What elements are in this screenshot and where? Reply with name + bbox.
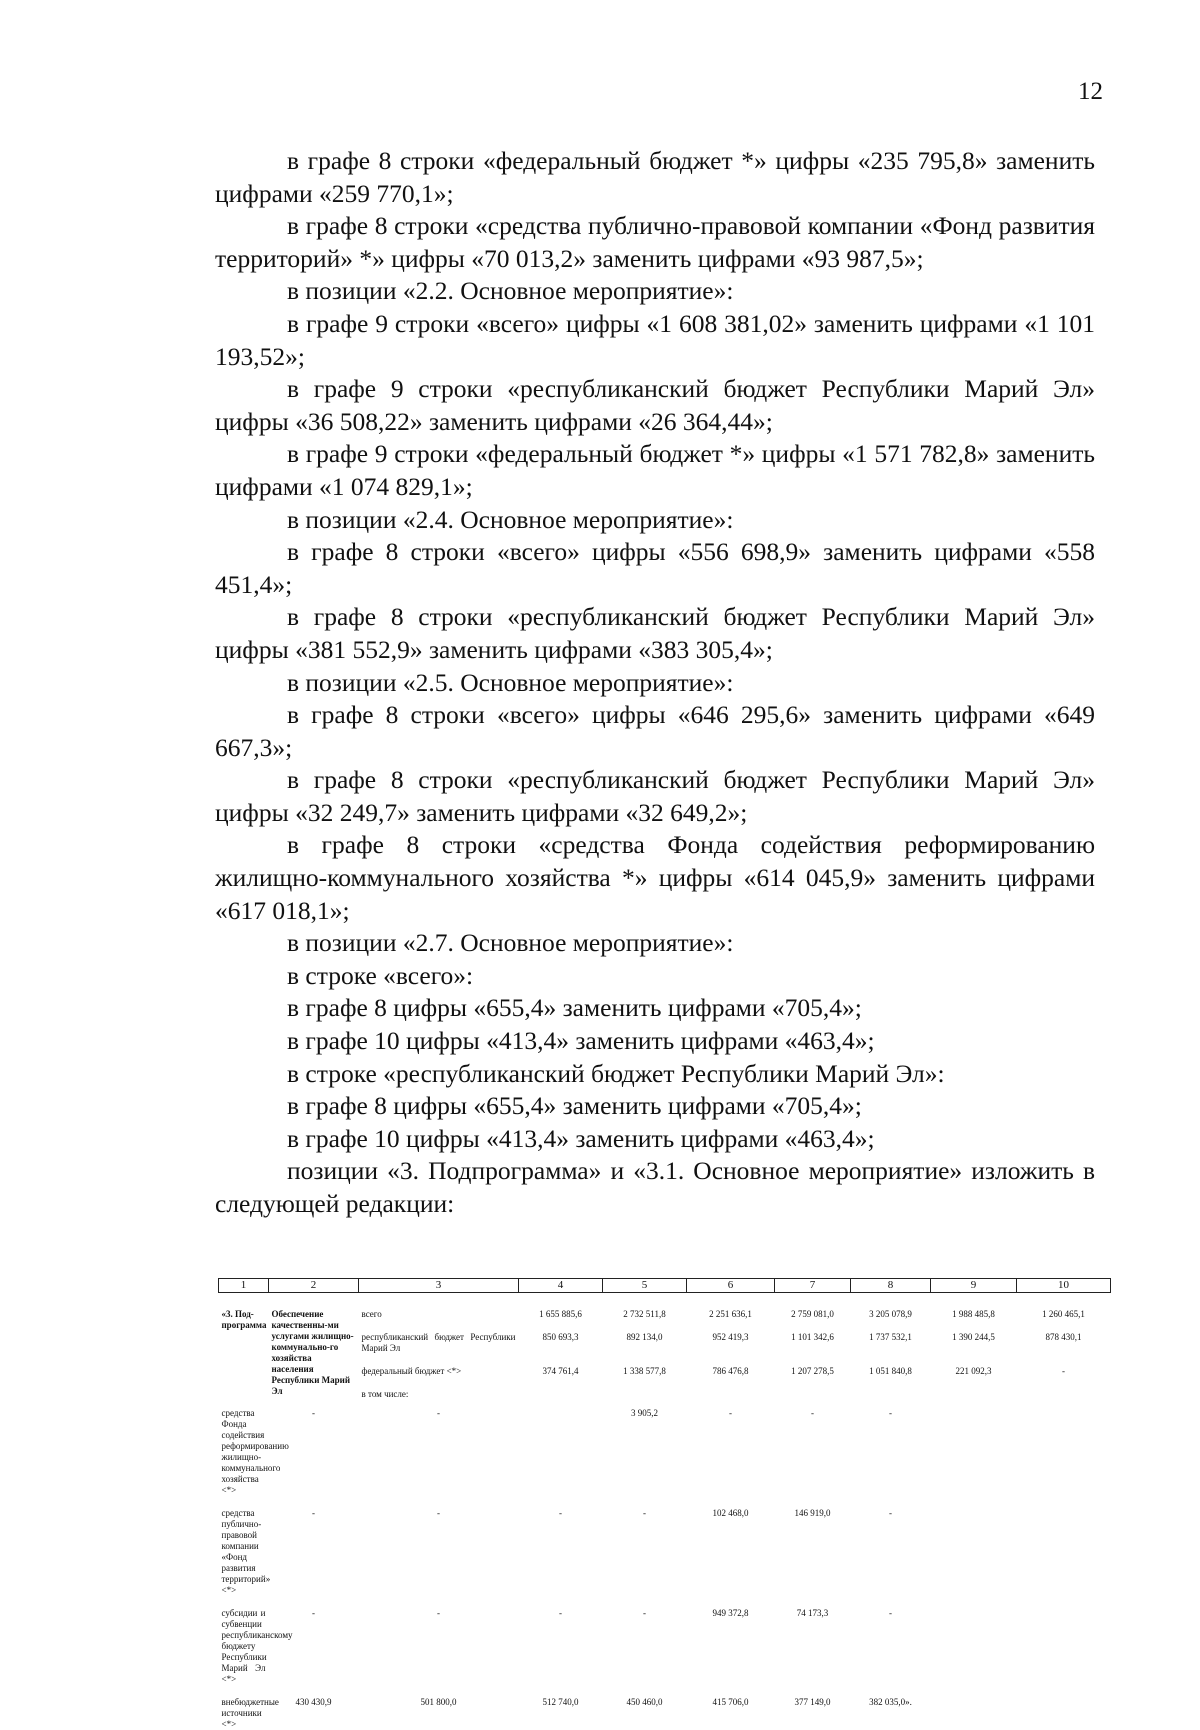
funding-source-cell: республиканский бюджет Республики Марий Эл xyxy=(361,1332,516,1353)
value-cell: - xyxy=(643,1508,646,1518)
paragraph: в графе 9 строки «республиканский бюджет Республики Марий Эл» цифры «36 508,22» заменить цифрами «26 364,44»; xyxy=(215,374,1095,436)
paragraph: в графе 8 строки «федеральный бюджет *» цифры «235 795,8» заменить цифрами «259 770,1»; xyxy=(215,146,1095,208)
paragraph: в строке «республиканский бюджет Республики Марий Эл»: xyxy=(287,1058,945,1088)
paragraph: в графе 8 строки «всего» цифры «646 295,6» заменить цифрами «649 667,3»; xyxy=(215,700,1095,762)
value-cell: 1 338 577,8 xyxy=(623,1366,666,1376)
value-cell xyxy=(687,1387,775,1400)
value-cell: - xyxy=(559,1608,562,1618)
value-cell: 892 134,0 xyxy=(626,1332,663,1342)
value-cell: 1 390 244,5 xyxy=(952,1332,995,1342)
paragraph: в графе 9 строки «федеральный бюджет *» цифры «1 571 782,8» заменить цифрами «1 074 829,1»; xyxy=(215,439,1095,501)
value-cell: 2 251 636,1 xyxy=(709,1309,752,1319)
value-cell: 850 693,3 xyxy=(542,1332,579,1342)
column-header: 1 xyxy=(219,1279,269,1293)
value-cell: 3 205 078,9 xyxy=(869,1309,912,1319)
value-cell: 1 051 840,8 xyxy=(869,1366,912,1376)
value-cell: - xyxy=(437,1408,440,1418)
value-cell: - xyxy=(312,1508,315,1518)
funding-source-cell: всего xyxy=(361,1309,382,1319)
column-header: 7 xyxy=(775,1279,851,1293)
value-cell: 1 207 278,5 xyxy=(791,1366,834,1376)
value-cell: 415 706,0 xyxy=(712,1697,749,1707)
paragraph: в графе 8 строки «республиканский бюджет Республики Марий Эл» цифры «381 552,9» заменить цифрами «383 305,4»; xyxy=(215,602,1095,664)
value-cell: 1 737 532,1 xyxy=(869,1332,912,1342)
value-cell: 501 800,0 xyxy=(420,1697,457,1707)
column-header: 5 xyxy=(603,1279,687,1293)
value-cell xyxy=(1017,1387,1111,1400)
row-gap xyxy=(219,1496,1111,1506)
value-cell: 74 173,3 xyxy=(796,1608,829,1618)
funding-source-cell: средства Фонда содействия реформированию жилищно-коммунального хозяйства <*> xyxy=(221,1408,289,1495)
value-cell: 1 101 342,6 xyxy=(791,1332,834,1342)
financing-table xyxy=(218,1278,1110,1730)
paragraph: в графе 9 строки «всего» цифры «1 608 381,02» заменить цифрами «1 101 193,52»; xyxy=(215,308,1095,371)
paragraph: в позиции «2.4. Основное мероприятие»: xyxy=(287,504,734,534)
paragraph: в графе 8 цифры «655,4» заменить цифрами «705,4»; xyxy=(287,1091,862,1121)
value-cell: 1 988 485,8 xyxy=(952,1309,995,1319)
table-row xyxy=(219,1307,1111,1320)
row-gap xyxy=(219,1685,1111,1695)
value-cell: - xyxy=(889,1608,892,1618)
value-cell: - xyxy=(811,1408,814,1418)
table-spacer-row xyxy=(219,1293,1111,1308)
value-cell: 878 430,1 xyxy=(1045,1332,1082,1342)
column-header: 2 xyxy=(269,1279,359,1293)
paragraph: в графе 10 цифры «413,4» заменить цифрами «463,4»; xyxy=(287,1123,875,1153)
value-cell: 377 149,0 xyxy=(794,1697,831,1707)
value-cell: - xyxy=(1062,1366,1065,1376)
paragraph: в графе 8 строки «республиканский бюджет Республики Марий Эл» цифры «32 249,7» заменить цифрами «32 649,2»; xyxy=(215,765,1095,827)
program-name-cell: «3. Под-программа xyxy=(221,1309,267,1330)
value-cell: 2 759 081,0 xyxy=(791,1309,834,1319)
value-cell: 374 761,4 xyxy=(542,1366,579,1376)
value-cell: - xyxy=(889,1508,892,1518)
value-cell: 949 372,8 xyxy=(712,1608,749,1618)
value-cell xyxy=(931,1387,1017,1400)
value-cell: 1 655 885,6 xyxy=(539,1309,582,1319)
column-header: 8 xyxy=(851,1279,931,1293)
value-cell: 382 035,0». xyxy=(869,1697,912,1707)
table-row xyxy=(219,1695,1111,1730)
paragraph: в позиции «2.7. Основное мероприятие»: xyxy=(287,928,734,958)
paragraph: в позиции «2.2. Основное мероприятие»: xyxy=(287,276,734,306)
funding-source-cell: средства публично-правовой компании «Фонд развития территорий» <*> xyxy=(221,1508,271,1595)
value-cell: - xyxy=(643,1608,646,1618)
funding-source-cell: федеральный бюджет <*> xyxy=(361,1366,462,1376)
column-header: 9 xyxy=(931,1279,1017,1293)
document-body xyxy=(215,145,1095,1221)
table-row xyxy=(219,1506,1111,1596)
value-cell: 1 260 465,1 xyxy=(1042,1309,1085,1319)
row-gap xyxy=(219,1596,1111,1606)
table-header-row xyxy=(219,1279,1111,1293)
value-cell: 430 430,9 xyxy=(295,1697,332,1707)
value-cell: - xyxy=(889,1408,892,1418)
paragraph: в графе 8 цифры «655,4» заменить цифрами «705,4»; xyxy=(287,993,862,1023)
value-cell: - xyxy=(437,1608,440,1618)
column-header: 10 xyxy=(1017,1279,1111,1293)
paragraph: в позиции «2.5. Основное мероприятие»: xyxy=(287,667,734,697)
value-cell: 3 905,2 xyxy=(631,1408,658,1418)
funding-source-cell: внебюджетные источники <*> xyxy=(221,1697,279,1729)
value-cell: - xyxy=(559,1508,562,1518)
value-cell: - xyxy=(437,1508,440,1518)
value-cell: 221 092,3 xyxy=(955,1366,992,1376)
value-cell xyxy=(603,1387,687,1400)
value-cell xyxy=(851,1387,931,1400)
column-header: 3 xyxy=(359,1279,519,1293)
paragraph: в графе 8 строки «средства Фонда содействия реформированию жилищно-коммунального хозяйства *» цифры «614 045,9» заменить цифрами «617 018,1»; xyxy=(215,830,1095,925)
column-header: 6 xyxy=(687,1279,775,1293)
value-cell: - xyxy=(729,1408,732,1418)
paragraph: в строке «всего»: xyxy=(287,960,474,990)
table-row xyxy=(219,1406,1111,1496)
value-cell: 102 468,0 xyxy=(712,1508,749,1518)
value-cell: - xyxy=(312,1608,315,1618)
value-cell xyxy=(519,1406,603,1496)
program-goal-cell: Обеспечение качественны-ми услугами жилищно-коммунально-го хозяйства населения Республики Марий Эл xyxy=(271,1309,354,1396)
table-row xyxy=(219,1606,1111,1685)
column-header: 4 xyxy=(519,1279,603,1293)
value-cell xyxy=(775,1387,851,1400)
paragraph: в графе 8 строки «всего» цифры «556 698,9» заменить цифрами «558 451,4»; xyxy=(215,537,1095,599)
funding-source-cell: в том числе: xyxy=(361,1389,409,1399)
value-cell: 786 476,8 xyxy=(712,1366,749,1376)
value-cell: 952 419,3 xyxy=(712,1332,749,1342)
page-number: 12 xyxy=(1078,78,1103,105)
value-cell: 450 460,0 xyxy=(626,1697,663,1707)
paragraph: в графе 8 строки «средства публично-правовой компании «Фонд развития территорий» *» цифры «70 013,2» заменить цифрами «93 987,5»; xyxy=(215,211,1095,273)
paragraph: позиции «3. Подпрограмма» и «3.1. Основное мероприятие» изложить в следующей редакции: xyxy=(215,1156,1095,1218)
paragraph: в графе 10 цифры «413,4» заменить цифрами «463,4»; xyxy=(287,1026,875,1056)
value-cell: - xyxy=(312,1408,315,1418)
value-cell: 2 732 511,8 xyxy=(623,1309,666,1319)
value-cell: 512 740,0 xyxy=(542,1697,579,1707)
funding-source-cell: субсидии и субвенции республиканскому бюджету Республики Марий Эл <*> xyxy=(221,1608,293,1684)
value-cell: 146 919,0 xyxy=(794,1508,831,1518)
value-cell xyxy=(519,1387,603,1400)
